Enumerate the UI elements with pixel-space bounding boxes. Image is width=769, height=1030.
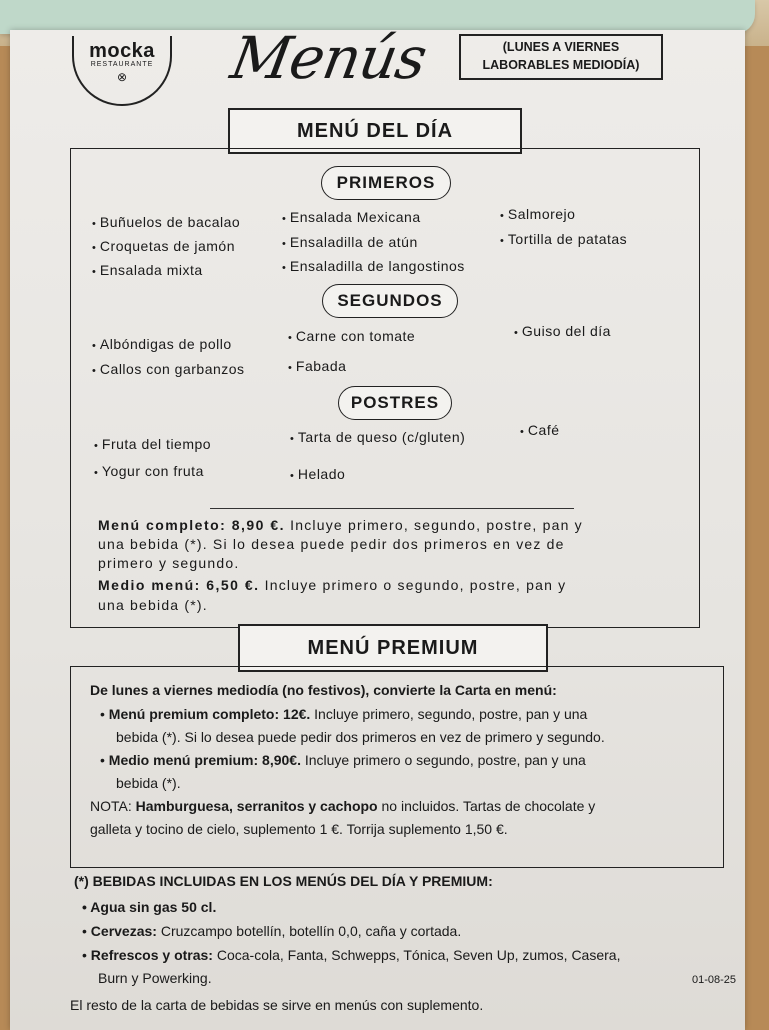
- price-half-text: Incluye primero o segundo, postre, pan y: [259, 577, 567, 593]
- beer-text: Cruzcampo botellín, botellín 0,0, caña y cortada.: [156, 923, 462, 939]
- date-stamp: 01-08-25: [692, 974, 737, 986]
- cutlery-icon: ⊗: [116, 70, 128, 84]
- menu-item: • Ensaladilla de atún: [282, 234, 418, 250]
- menu-item: • Albóndigas de pollo: [92, 336, 232, 352]
- note-bold: Hamburguesa, serranitos y cachopo: [135, 798, 378, 814]
- price-half-label: Medio menú: 6,50 €.: [98, 577, 260, 593]
- divider: [210, 508, 574, 509]
- premium-intro: De lunes a viernes mediodía (no festivos), convierte la Carta en menú:: [90, 682, 557, 698]
- menu-dia-title: MENÚ DEL DÍA: [228, 108, 522, 154]
- menu-item: • Tortilla de patatas: [500, 231, 627, 247]
- premium-full-label: Menú premium completo: 12€.: [108, 706, 311, 722]
- drink-soft-line-2: Burn y Powerking.: [98, 970, 212, 986]
- premium-half-label: Medio menú premium: 8,90€.: [108, 752, 301, 768]
- menu-item: • Fruta del tiempo: [94, 436, 211, 452]
- premium-half-line-1: [100, 750, 586, 771]
- premium-full-line-2: bebida (*). Si lo desea puede pedir dos primeros en vez de primero y segundo.: [116, 729, 605, 745]
- weekday-line-2: LABORABLES MEDIODÍA): [482, 58, 640, 72]
- premium-half-line-2: bebida (*).: [116, 775, 181, 791]
- drinks-heading: (*) BEBIDAS INCLUIDAS EN LOS MENÚS DEL DÍA Y PREMIUM:: [74, 873, 493, 889]
- menu-item: • Croquetas de jamón: [92, 238, 235, 254]
- premium-full-text: Incluye primero, segundo, postre, pan y una: [310, 706, 588, 722]
- premium-note-line-1: [90, 796, 595, 817]
- premium-half-text: Incluye primero o segundo, postre, pan y una: [300, 752, 586, 768]
- menu-item: • Guiso del día: [514, 323, 611, 339]
- price-full-line-3: primero y segundo.: [98, 555, 240, 571]
- menu-item: • Carne con tomate: [288, 328, 415, 344]
- soft-text: Coca-cola, Fanta, Schwepps, Tónica, Seven Up, zumos, Casera,: [212, 947, 621, 963]
- drink-soft: [82, 944, 620, 966]
- weekday-note: [459, 34, 663, 80]
- menu-premium-title: MENÚ PREMIUM: [238, 624, 548, 672]
- premium-full-line-1: [100, 704, 587, 725]
- menu-item: • Salmorejo: [500, 206, 575, 222]
- price-half-line-1: [98, 576, 566, 595]
- postres-heading: POSTRES: [338, 386, 452, 420]
- logo-name: mocka: [89, 40, 155, 62]
- soft-label: Refrescos y otras:: [90, 947, 213, 963]
- beer-label: Cervezas:: [90, 923, 157, 939]
- logo-subtitle: RESTAURANTE: [90, 61, 154, 68]
- primeros-heading: PRIMEROS: [321, 166, 451, 200]
- drink-beer: [82, 920, 461, 942]
- price-full-label: Menú completo: 8,90 €.: [98, 517, 286, 533]
- note-label: NOTA:: [90, 798, 136, 814]
- page-title: Menús: [226, 24, 432, 92]
- price-full-line-2: una bebida (*). Si lo desea puede pedir dos primeros en vez de: [98, 536, 565, 552]
- price-half-line-2: una bebida (*).: [98, 597, 208, 613]
- weekday-line-1: (LUNES A VIERNES: [502, 40, 620, 54]
- menu-item: • Café: [520, 422, 560, 438]
- price-full-line-1: [98, 516, 583, 535]
- drink-water: • Agua sin gas 50 cl.: [82, 896, 216, 918]
- menu-item: • Callos con garbanzos: [92, 361, 245, 377]
- menu-item: • Ensaladilla de langostinos: [282, 258, 465, 274]
- note-text: no incluidos. Tartas de chocolate y: [377, 798, 596, 814]
- drinks-footer: El resto de la carta de bebidas se sirve en menús con suplemento.: [70, 997, 484, 1013]
- menu-item: • Helado: [290, 466, 345, 482]
- premium-note-line-2: galleta y tocino de cielo, suplemento 1 €. Torrija suplemento 1,50 €.: [90, 821, 508, 837]
- menu-item: • Yogur con fruta: [94, 463, 204, 479]
- menu-item: • Ensalada mixta: [92, 262, 203, 278]
- segundos-heading: SEGUNDOS: [322, 284, 458, 318]
- menu-item: • Fabada: [288, 358, 346, 374]
- menu-item: • Ensalada Mexicana: [282, 209, 421, 225]
- price-full-text: Incluye primero, segundo, postre, pan y: [285, 517, 583, 533]
- menu-item: • Tarta de queso (c/gluten): [290, 429, 465, 445]
- menu-item: • Buñuelos de bacalao: [92, 214, 240, 230]
